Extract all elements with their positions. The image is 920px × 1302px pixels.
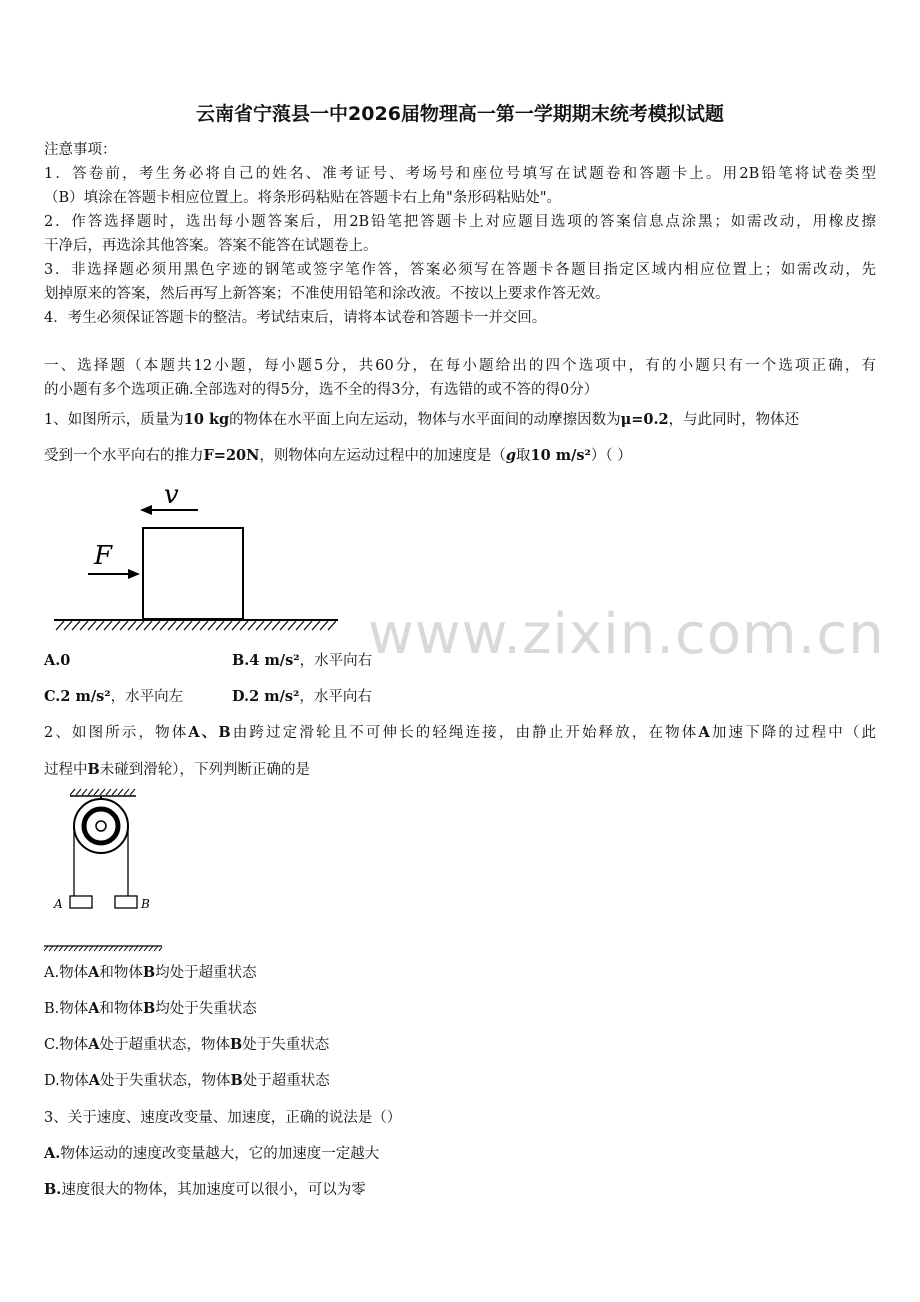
q1-option-c: C.2 m/s²，水平向左 bbox=[44, 688, 184, 705]
q1-option-b: B.4 m/s²，水平向右 bbox=[232, 652, 373, 669]
q2-option-a: A.物体A和物体B均处于超重状态 bbox=[44, 964, 257, 981]
ceiling-hatching bbox=[70, 789, 135, 795]
q3-stem: 3、关于速度、速度改变量、加速度，正确的说法是（） bbox=[44, 1110, 402, 1126]
q1-stem-line-1: 1、如图所示，质量为10 kg的物体在水平面上向左运动，物体与水平面间的动摩擦因数为μ=0.2，与此同时，物体还 bbox=[44, 411, 800, 428]
label-b: B bbox=[141, 897, 150, 911]
q2-option-c: C.物体A处于超重状态，物体B处于失重状态 bbox=[44, 1036, 330, 1053]
q2-stem-line-2: 过程中B未碰到滑轮），下列判断正确的是 bbox=[44, 761, 311, 778]
floor-hatching bbox=[56, 621, 336, 630]
q2-option-d: D.物体A处于失重状态，物体B处于超重状态 bbox=[44, 1072, 330, 1089]
block-a bbox=[70, 896, 92, 908]
block bbox=[143, 528, 243, 619]
velocity-label: v bbox=[164, 480, 179, 510]
section-heading-line-2: 的小题有多个选项正确.全部选对的得5分，选不全的得3分，有选错的或不答的得0分） bbox=[44, 382, 599, 398]
notice-line-1: 1．答卷前，考生务必将自己的姓名、准考证号、考场号和座位号填写在试题卷和答题卡上。用2B铅笔将试卷类型 bbox=[44, 166, 876, 182]
notice-line-3: 2．作答选择题时，选出每小题答案后，用2B铅笔把答题卡上对应题目选项的答案信息点涂黑；如需改动，用橡皮擦 bbox=[44, 214, 876, 230]
pulley-axle bbox=[96, 821, 106, 831]
notice-line-4: 干净后，再选涂其他答案。答案不能答在试题卷上。 bbox=[44, 238, 378, 254]
q3-option-b: B.速度很大的物体，其加速度可以很小，可以为零 bbox=[44, 1181, 366, 1198]
notice-line-5: 3．非选择题必须用黑色字迹的钢笔或签字笔作答，答案必须写在答题卡各题目指定区域内相应位置上；如需改动，先 bbox=[44, 262, 876, 278]
label-a: A bbox=[54, 897, 63, 911]
watermark: www.zixin.com.cn bbox=[368, 602, 885, 667]
q1-option-d: D.2 m/s²，水平向右 bbox=[232, 688, 372, 705]
notice-line-6: 划掉原来的答案，然后再写上新答案；不准使用铅笔和涂改液。不按以上要求作答无效。 bbox=[44, 286, 610, 302]
notice-line-2: （B）填涂在答题卡相应位置上。将条形码粘贴在答题卡右上角"条形码粘贴处"。 bbox=[44, 190, 561, 206]
q1-stem-line-2: 受到一个水平向右的推力F=20N，则物体向左运动过程中的加速度是（g取10 m/s²）（ ） bbox=[44, 447, 632, 464]
block-b bbox=[115, 896, 137, 908]
q3-option-a: A.物体运动的速度改变量越大，它的加速度一定越大 bbox=[44, 1145, 380, 1162]
ground-hatching bbox=[44, 946, 162, 951]
q2-stem-line-1: 2、如图所示，物体A、B由跨过定滑轮且不可伸长的轻绳连接，由静止开始释放，在物体A加速下降的过程中（此 bbox=[44, 724, 876, 741]
q1-figure-block-on-floor bbox=[48, 476, 348, 636]
q2-option-b: B.物体A和物体B均处于失重状态 bbox=[44, 1000, 257, 1017]
q1-option-a: A.0 bbox=[44, 652, 71, 669]
force-label: F bbox=[94, 541, 113, 571]
velocity-arrowhead bbox=[140, 505, 152, 515]
force-arrowhead bbox=[128, 569, 140, 579]
notice-heading: 注意事项： bbox=[44, 142, 117, 158]
notice-line-7: 4．考生必须保证答题卡的整洁。考试结束后，请将本试卷和答题卡一并交回。 bbox=[44, 310, 547, 326]
q2-figure-pulley bbox=[44, 786, 174, 956]
section-heading-line-1: 一、选择题（本题共12小题，每小题5分，共60分，在每小题给出的四个选项中，有的小题只有一个选项正确，有 bbox=[44, 358, 876, 374]
page-title: 云南省宁蒗县一中2026届物理高一第一学期期末统考模拟试题 bbox=[196, 103, 724, 125]
